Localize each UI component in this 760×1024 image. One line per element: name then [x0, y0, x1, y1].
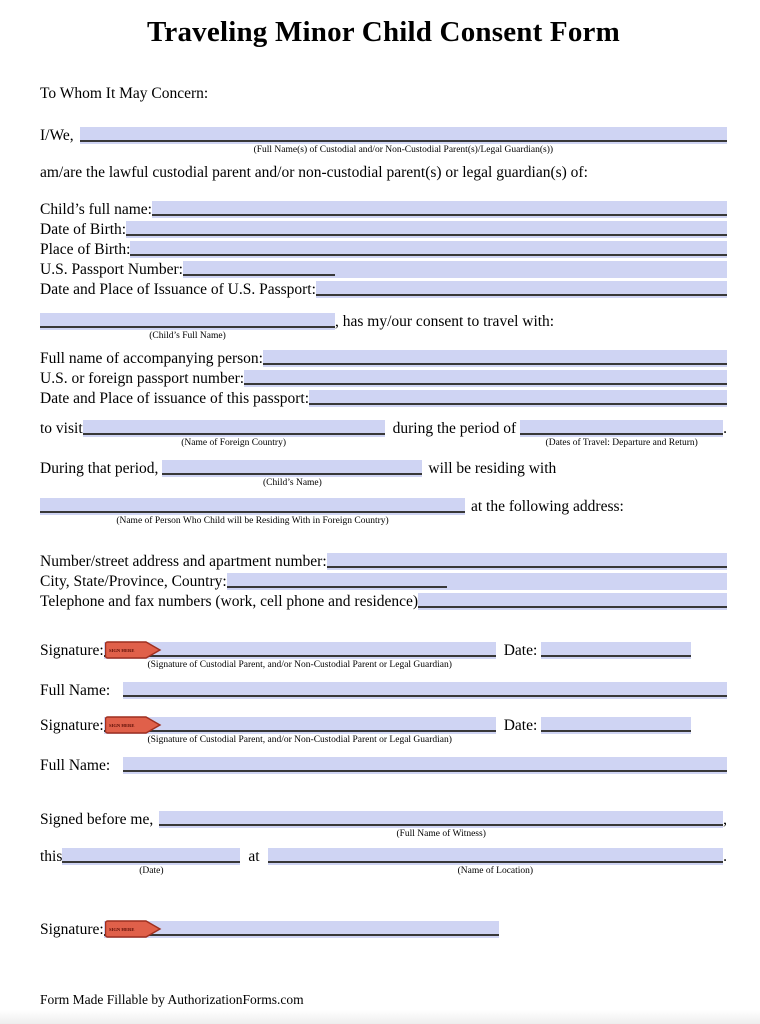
passport-issuance-label: Date and Place of Issuance of U.S. Passport: — [40, 281, 316, 298]
accompanying-issuance-label: Date and Place of issuance of this passport: — [40, 390, 310, 407]
travel-dates-caption: (Dates of Travel: Departure and Return) — [545, 438, 698, 448]
child-full-name-field[interactable] — [152, 201, 727, 218]
travel-dates-field[interactable] — [520, 420, 723, 437]
statement-line: am/are the lawful custodial parent and/or non-custodial parent(s) or legal guardian(s) of: — [40, 164, 588, 181]
consent-child-name-field[interactable] — [40, 313, 335, 330]
consent-text: , has my/our consent to travel with: — [335, 313, 555, 330]
accompanying-passport-label: U.S. or foreign passport number: — [40, 370, 245, 387]
date-field-2[interactable] — [541, 717, 691, 734]
sentence-period: . — [723, 420, 727, 437]
svg-text:SIGN HERE: SIGN HERE — [108, 647, 135, 653]
pob-label: Place of Birth: — [40, 241, 131, 258]
passport-number-label: U.S. Passport Number: — [40, 261, 183, 278]
sign-here-stamp-icon[interactable] — [105, 641, 162, 659]
accompanying-issuance-field[interactable] — [309, 390, 727, 407]
date-of-birth-field[interactable] — [126, 221, 727, 238]
signature-label: Signature: — [40, 717, 104, 734]
signature-caption: (Signature of Custodial Parent, and/or Non-Custodial Parent or Legal Guardian) — [147, 735, 452, 745]
date-field-1[interactable] — [541, 642, 691, 659]
phone-fax-label: Telephone and fax numbers (work, cell phone and residence) — [40, 593, 419, 610]
date-label: Date: — [503, 717, 538, 734]
signature-caption: (Signature of Custodial Parent, and/or Non-Custodial Parent or Legal Guardian) — [147, 660, 452, 670]
this-label: this — [40, 848, 63, 865]
street-address-label: Number/street address and apartment number: — [40, 553, 327, 570]
witness-name-field[interactable] — [159, 811, 723, 828]
foreign-country-caption: (Name of Foreign Country) — [181, 438, 287, 448]
footer-credit: Form Made Fillable by AuthorizationForms.com — [40, 992, 304, 1007]
consent-child-name-caption: (Child’s Full Name) — [149, 331, 226, 341]
accompanying-person-field[interactable] — [263, 350, 727, 367]
witness-date-caption: (Date) — [139, 866, 164, 876]
full-name-label: Full Name: — [40, 757, 111, 774]
witness-comma: , — [723, 811, 727, 828]
svg-text:SIGN HERE: SIGN HERE — [108, 722, 135, 728]
witness-period: . — [723, 848, 727, 865]
accompanying-passport-field[interactable] — [244, 370, 727, 387]
residing-child-caption: (Child’s Name) — [262, 478, 322, 488]
salutation: To Whom It May Concern: — [40, 85, 209, 102]
during-period-label: during the period of — [392, 420, 517, 437]
phone-fax-field[interactable] — [418, 593, 727, 610]
dob-label: Date of Birth: — [40, 221, 127, 238]
city-state-country-field[interactable] — [227, 573, 727, 590]
final-signature-field[interactable] — [104, 921, 499, 938]
accompanying-person-label: Full name of accompanying person: — [40, 350, 263, 367]
location-caption: (Name of Location) — [457, 866, 534, 876]
full-name-field-1[interactable] — [123, 682, 727, 699]
full-name-label: Full Name: — [40, 682, 111, 699]
page-title: Traveling Minor Child Consent Form — [147, 16, 620, 48]
date-label: Date: — [503, 642, 538, 659]
us-passport-number-field[interactable] — [183, 261, 727, 278]
place-of-birth-field[interactable] — [130, 241, 727, 258]
passport-issuance-field[interactable] — [316, 281, 727, 298]
signature-field-2[interactable] — [104, 717, 496, 734]
host-person-field[interactable] — [40, 498, 465, 515]
witness-name-caption: (Full Name of Witness) — [396, 829, 486, 839]
location-field[interactable] — [268, 848, 724, 865]
at-label: at — [248, 848, 260, 865]
street-address-field[interactable] — [327, 553, 727, 570]
signature-label: Signature: — [40, 642, 104, 659]
residing-with-label: will be residing with — [428, 460, 557, 477]
host-person-caption: (Name of Person Who Child will be Residing With in Foreign Country) — [116, 516, 389, 526]
residing-child-field[interactable] — [162, 460, 422, 477]
address-intro-label: at the following address: — [471, 498, 624, 515]
parents-name-caption: (Full Name(s) of Custodial and/or Non-Custodial Parent(s)/Legal Guardian(s)) — [253, 145, 554, 155]
during-that-period-label: During that period, — [40, 460, 159, 477]
city-state-country-label: City, State/Province, Country: — [40, 573, 227, 590]
to-visit-label: to visit — [40, 420, 83, 437]
sign-here-stamp-icon[interactable] — [105, 716, 162, 734]
full-name-field-2[interactable] — [123, 757, 727, 774]
signature-label: Signature: — [40, 921, 104, 938]
iwe-label: I/We, — [40, 127, 74, 144]
foreign-country-field[interactable] — [83, 420, 385, 437]
signed-before-label: Signed before me, — [40, 811, 154, 828]
svg-text:SIGN HERE: SIGN HERE — [108, 926, 135, 932]
witness-date-field[interactable] — [62, 848, 240, 865]
signature-field-1[interactable] — [104, 642, 496, 659]
parents-name-field[interactable] — [80, 127, 727, 144]
sign-here-stamp-icon[interactable] — [105, 920, 162, 938]
child-name-label: Child’s full name: — [40, 201, 152, 218]
